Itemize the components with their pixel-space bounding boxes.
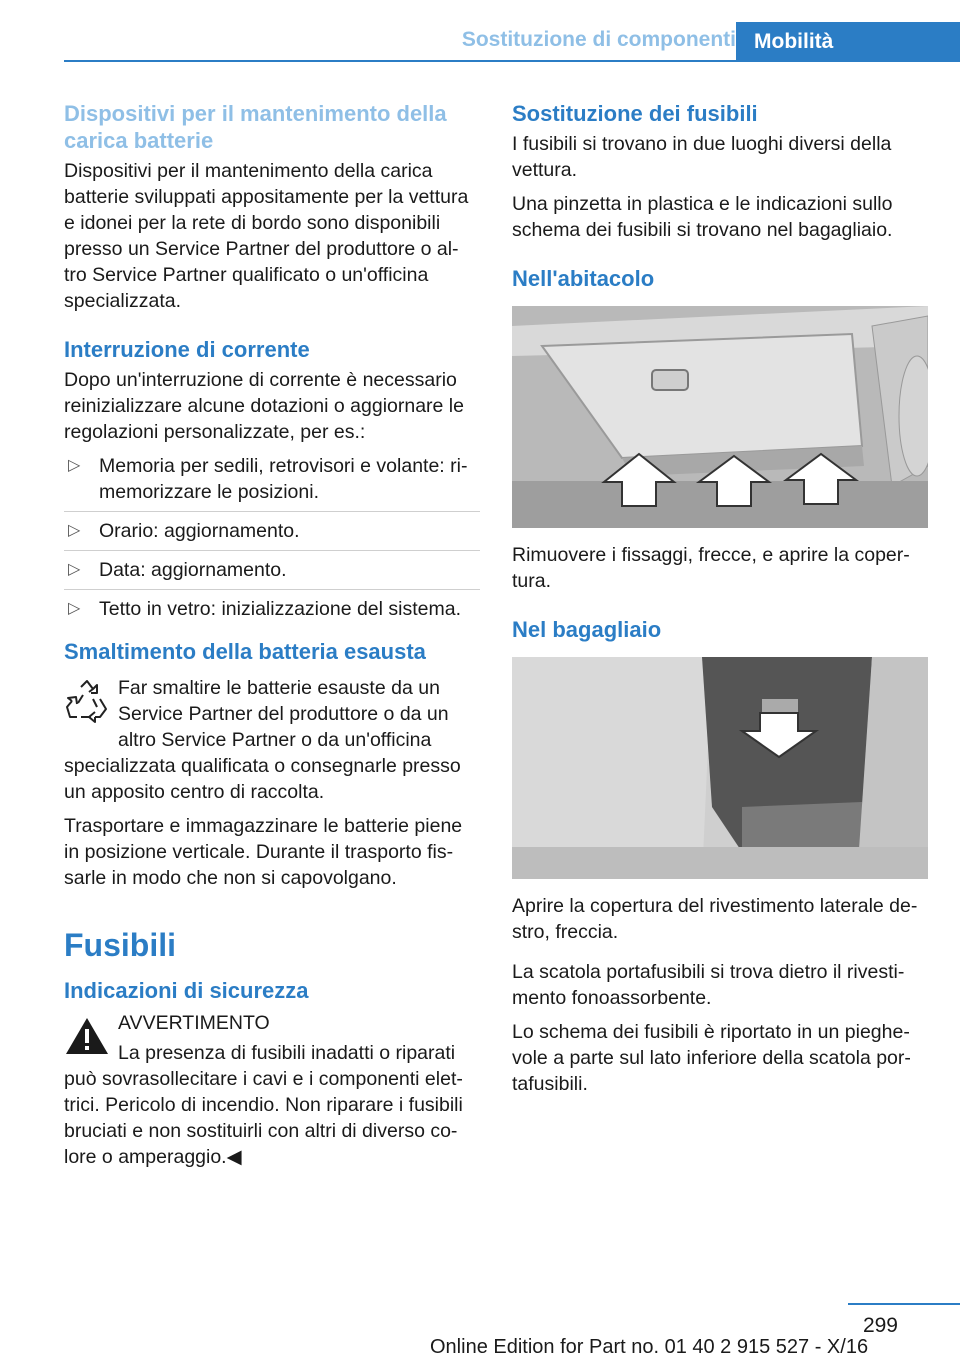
caption-cabin: Rimuovere i fissaggi, frecce, e aprire la coper‐ tura. [512,544,910,592]
paragraph-fuse-tweezers: Una pinzetta in plastica e le indicazioni sullo schema dei fusibili si trovano nel bagagliaio. [512,193,893,241]
list-item: ▷ Data: aggiornamento. [64,557,480,590]
header-section-title: Sostituzione di componenti [461,28,736,51]
paragraph-battery-maintainers: Dispositivi per il mantenimento della carica batterie sviluppati appositamente per la vettura e idonei per la rete di bordo sono disponibili presso un Service Partner del produttore o al‐ tro Service Partner qualificato o un'officina specializzata. [64,160,469,312]
heading-cabin: Nell'abitacolo [512,266,655,291]
heading-battery-disposal: Smaltimento della batteria esausta [64,639,426,664]
heading-safety: Indicazioni di sicurezza [64,978,309,1003]
triangle-bullet-icon: ▷ [68,561,81,578]
list-item: ▷ Orario: aggiornamento. [64,518,480,551]
triangle-bullet-icon: ▷ [68,600,81,617]
triangle-bullet-icon: ▷ [68,457,81,474]
heading-power-interruption: Interruzione di corrente [64,337,310,362]
heading-trunk: Nel bagagliaio [512,617,662,642]
left-column [64,100,480,1178]
cabin-fuse-cover-illustration [512,306,928,528]
caption-trunk: Aprire la copertura del rivestimento laterale de‐ stro, freccia. [512,895,918,943]
warning-text: La presenza di fusibili inadatti o riparati può sovrasollecitare i cavi e i componenti elet‐ trici. Pericolo di incendio. Non riparare i fusibili bruciati e non sostituirli con altri di diverso co‐ lore o amperaggio.◀ [64,1042,463,1168]
right-column [512,100,928,1105]
recycling-block [64,675,480,805]
paragraph-fuse-chart: Lo schema dei fusibili è riportato in un pieghe‐ vole a parte sul lato inferiore della scatola por‐ tafusibili. [512,1021,911,1095]
page-number: 299 [862,1314,898,1337]
heading-battery-maintainers: Dispositivi per il mantenimento della carica batterie [64,101,447,153]
reset-list [64,453,480,628]
header-rule [64,60,960,62]
heading-fuse-replacement: Sostituzione dei fusibili [512,101,758,126]
list-item: ▷ Tetto in vetro: inizializzazione del sistema. [68,598,461,620]
triangle-bullet-icon: ▷ [68,522,81,539]
paragraph-fusebox-location: La scatola portafusibili si trova dietro il rivesti‐ mento fonoassorbente. [512,961,905,1009]
header-chapter-tab: Mobilità [736,22,960,62]
warning-icon [64,1016,110,1056]
warning-label: AVVERTIMENTO [118,1012,270,1034]
footer-edition: Online Edition for Part no. 01 40 2 915 527 - X/16 [430,1336,869,1358]
paragraph-transport: Trasportare e immagazzinare le batterie piene in posizione verticale. Durante il trasporto fis‐ sarle in modo che non si capovolgano. [64,815,463,889]
recycle-icon [64,677,110,729]
paragraph-power-interruption: Dopo un'interruzione di corrente è necessario reinizializzare alcune dotazioni o aggiornare le regolazioni personalizzate, per es.: [64,369,464,443]
paragraph-disposal: Far smaltire le batterie esauste da un Service Partner del produttore o da un altro Service Partner o da un'officina specializzata qualificata o consegnarle presso un apposito centro di raccolta. [64,677,461,803]
heading-fuses: Fusibili [64,927,176,963]
paragraph-fuse-locations: I fusibili si trovano in due luoghi diversi della vettura. [512,133,892,181]
warning-block [64,1010,480,1170]
trunk-fuse-cover-illustration [512,657,928,879]
list-item: ▷ Memoria per sedili, retrovisori e volante: ri‐ memorizzare le posizioni. [64,453,480,512]
footer-rule [848,1303,960,1305]
